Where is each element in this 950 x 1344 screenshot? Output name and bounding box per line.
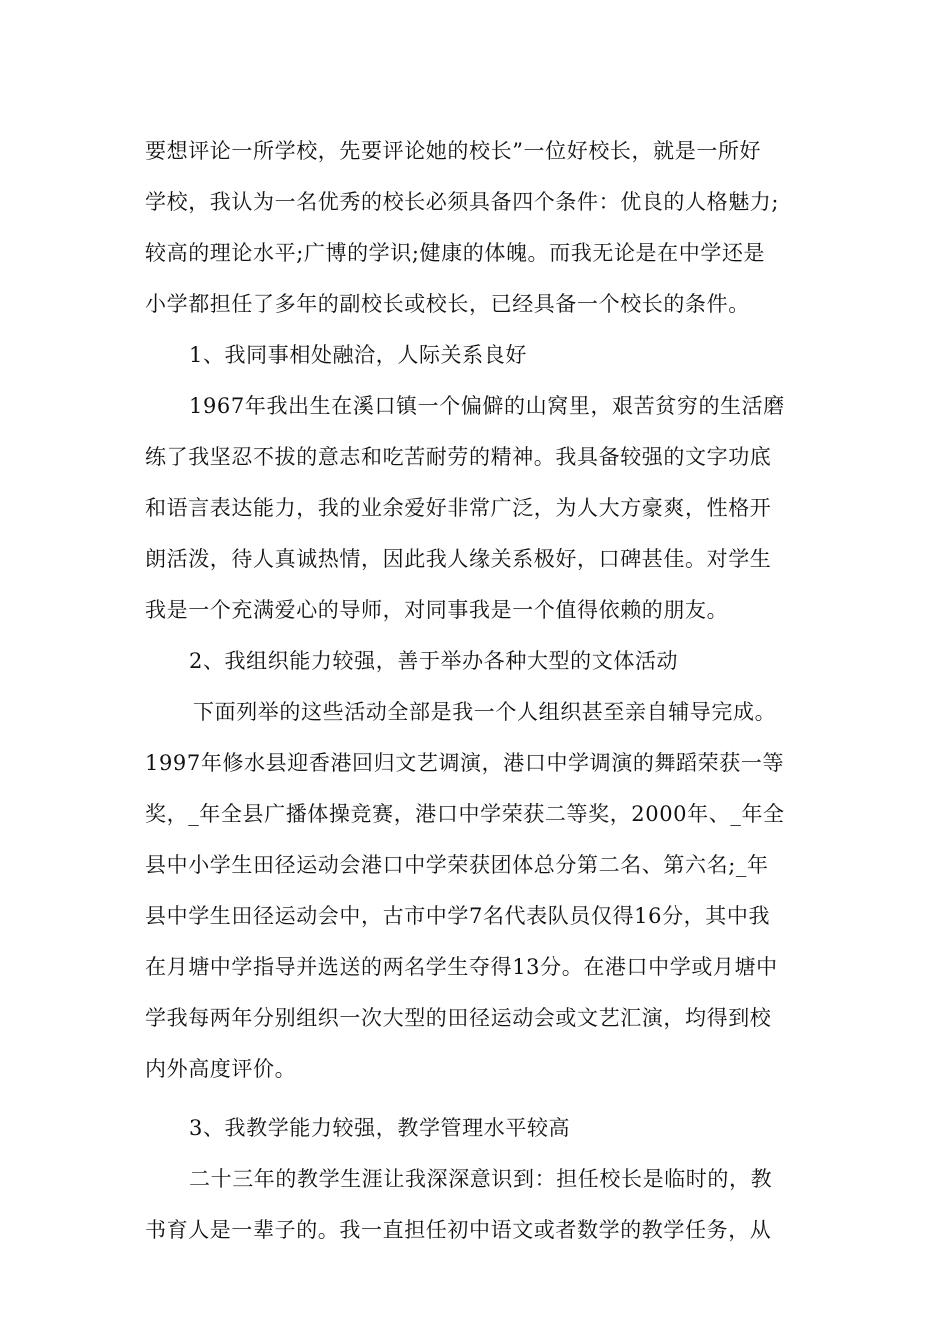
text-line: 1997年修水县迎香港回归文艺调演，港口中学调演的舞蹈荣获一等 <box>145 751 785 775</box>
section-heading-3: 3、我教学能力较强，教学管理水平较高 <box>189 1116 571 1140</box>
text-line: 1967年我出生在溪口镇一个偏僻的山窝里，艰苦贫穷的生活磨 <box>189 394 785 418</box>
text-line: 和语言表达能力，我的业余爱好非常广泛，为人大方豪爽，性格开 <box>145 496 772 520</box>
text-line: 二十三年的教学生涯让我深深意识到：担任校长是临时的，教 <box>189 1167 773 1191</box>
text-line: 小学都担任了多年的副校长或校长，已经具备一个校长的条件。 <box>145 292 750 316</box>
text-line: 内外高度评价。 <box>145 1057 297 1081</box>
text-line: 学校，我认为一名优秀的校长必须具备四个条件：优良的人格魅力; <box>145 190 780 214</box>
document-body <box>145 126 835 1256</box>
text-line: 较高的理论水平;广博的学识;健康的体魄。而我无论是在中学还是 <box>145 241 766 265</box>
text-line: 奖，_年全县广播体操竞赛，港口中学荣获二等奖，2000年、_年全 <box>145 802 785 826</box>
section-heading-1: 1、我同事相处融洽，人际关系良好 <box>189 343 527 367</box>
text-line: 练了我坚忍不拔的意志和吃苦耐劳的精神。我具备较强的文字功底 <box>145 445 772 469</box>
text-line: 我是一个充满爱心的导师，对同事我是一个值得依赖的朋友。 <box>145 598 729 622</box>
text-line: 要想评论一所学校，先要评论她的校长”一位好校长，就是一所好 <box>145 139 762 163</box>
text-line: 县中小学生田径运动会港口中学荣获团体总分第二名、第六名;_年 <box>145 853 769 877</box>
text-line: 朗活泼，待人真诚热情，因此我人缘关系极好，口碑甚佳。对学生 <box>145 547 772 571</box>
text-line: 县中学生田径运动会中，古市中学7名代表队员仅得16分，其中我 <box>145 904 771 928</box>
text-line: 在月塘中学指导并选送的两名学生夺得13分。在港口中学或月塘中 <box>145 955 778 979</box>
text-line: 书育人是一辈子的。我一直担任初中语文或者数学的教学任务，从 <box>145 1218 772 1242</box>
text-line: 学我每两年分别组织一次大型的田径运动会或文艺汇演，均得到校 <box>145 1006 772 1030</box>
paragraph-gap <box>145 1095 835 1103</box>
section-heading-2: 2、我组织能力较强，善于举办各种大型的文体活动 <box>189 649 679 673</box>
text-line: 下面列举的这些活动全部是我一个人组织甚至亲自辅导完成。 <box>193 700 777 724</box>
